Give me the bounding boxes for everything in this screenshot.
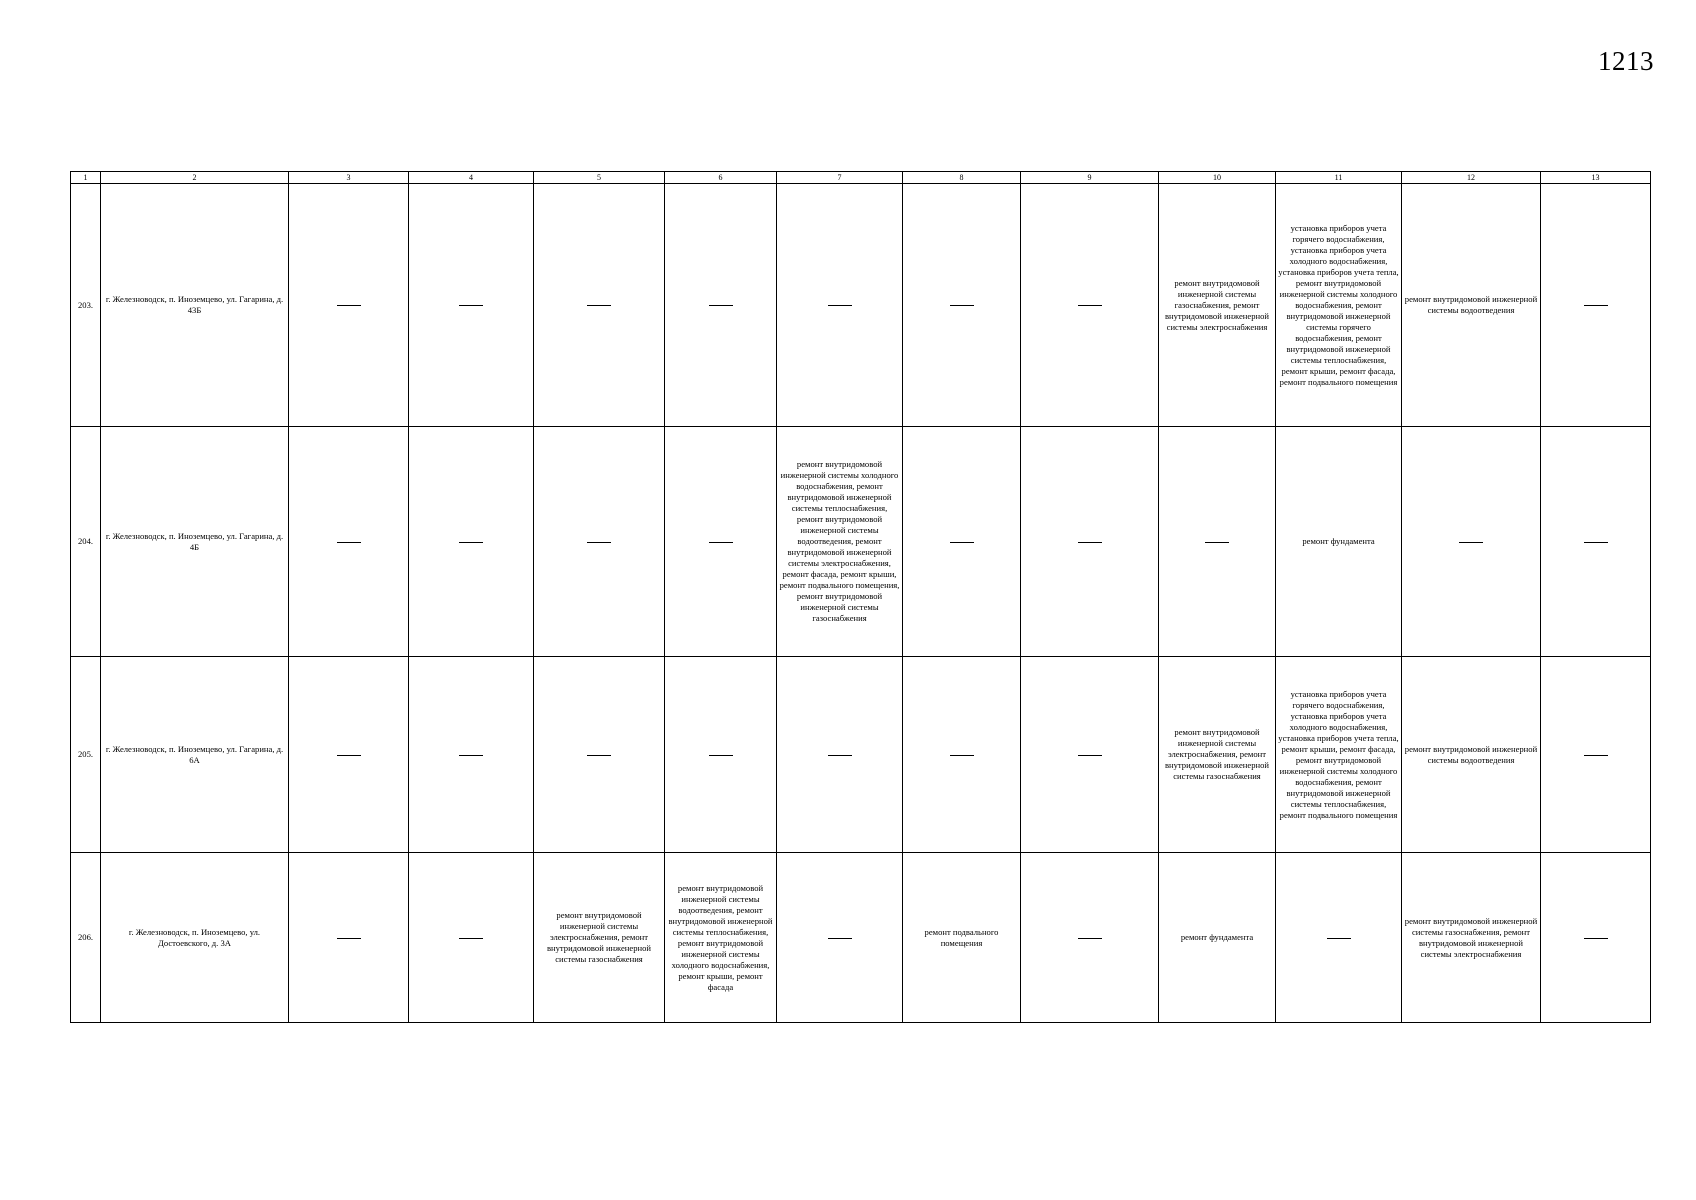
dash-mark	[337, 542, 361, 543]
column-number-row	[71, 172, 1651, 184]
empty-cell-dash	[665, 184, 777, 427]
dash-mark	[828, 305, 852, 306]
dash-mark	[1078, 305, 1102, 306]
dash-mark	[1078, 755, 1102, 756]
row-number: 204.	[71, 427, 101, 657]
work-description-cell: ремонт внутридомовой инженерной системы электроснабжения, ремонт внутридомовой инженерной системы газоснабжения	[1159, 657, 1276, 853]
empty-cell-dash	[1541, 427, 1651, 657]
work-description-cell: ремонт фундамента	[1159, 853, 1276, 1023]
row-number: 206.	[71, 853, 101, 1023]
dash-mark	[1078, 938, 1102, 939]
empty-cell-dash	[289, 657, 409, 853]
dash-mark	[709, 305, 733, 306]
row-address: г. Железноводск, п. Иноземцево, ул. Гагарина, д. 4Б	[101, 427, 289, 657]
empty-cell-dash	[1021, 184, 1159, 427]
empty-cell-dash	[777, 657, 903, 853]
work-description-cell: ремонт внутридомовой инженерной системы газоснабжения, ремонт внутридомовой инженерной системы электроснабжения	[1402, 853, 1541, 1023]
dash-mark	[587, 542, 611, 543]
dash-mark	[1584, 305, 1608, 306]
empty-cell-dash	[1021, 427, 1159, 657]
column-header-6: 6	[665, 172, 777, 184]
column-header-2: 2	[101, 172, 289, 184]
dash-mark	[587, 755, 611, 756]
row-number: 203.	[71, 184, 101, 427]
work-description-cell: ремонт внутридомовой инженерной системы водоотведения	[1402, 184, 1541, 427]
empty-cell-dash	[903, 427, 1021, 657]
empty-cell-dash	[1276, 853, 1402, 1023]
empty-cell-dash	[1402, 427, 1541, 657]
table-row	[71, 657, 1651, 853]
dash-mark	[337, 305, 361, 306]
work-description-cell: установка приборов учета горячего водоснабжения, установка приборов учета холодного водоснабжения, установка приборов учета тепла, ремонт крыши, ремонт фасада, ремонт внутридомовой инженерной системы холодного водоснабжения, ремонт внутридомовой инженерной системы теплоснабжения, ремонт подвального помещения	[1276, 657, 1402, 853]
empty-cell-dash	[1541, 657, 1651, 853]
column-header-13: 13	[1541, 172, 1651, 184]
empty-cell-dash	[777, 184, 903, 427]
row-address: г. Железноводск, п. Иноземцево, ул. Гагарина, д. 6А	[101, 657, 289, 853]
dash-mark	[709, 755, 733, 756]
dash-mark	[337, 755, 361, 756]
work-description-cell: ремонт внутридомовой инженерной системы водоотведения, ремонт внутридомовой инженерной системы теплоснабжения, ремонт внутридомовой инженерной системы холодного водоснабжения, ремонт крыши, ремонт фасада	[665, 853, 777, 1023]
table-row	[71, 427, 1651, 657]
empty-cell-dash	[1021, 853, 1159, 1023]
row-address: г. Железноводск, п. Иноземцево, ул. Гагарина, д. 43Б	[101, 184, 289, 427]
work-description-cell: ремонт фундамента	[1276, 427, 1402, 657]
dash-mark	[1205, 542, 1229, 543]
dash-mark	[459, 542, 483, 543]
page-number: 1213	[1598, 46, 1654, 76]
dash-mark	[337, 938, 361, 939]
column-header-12: 12	[1402, 172, 1541, 184]
empty-cell-dash	[534, 657, 665, 853]
empty-cell-dash	[903, 657, 1021, 853]
column-header-5: 5	[534, 172, 665, 184]
dash-mark	[459, 938, 483, 939]
dash-mark	[587, 305, 611, 306]
empty-cell-dash	[534, 427, 665, 657]
column-header-11: 11	[1276, 172, 1402, 184]
dash-mark	[828, 755, 852, 756]
empty-cell-dash	[289, 427, 409, 657]
column-header-8: 8	[903, 172, 1021, 184]
dash-mark	[1584, 755, 1608, 756]
empty-cell-dash	[289, 184, 409, 427]
work-description-cell: ремонт внутридомовой инженерной системы газоснабжения, ремонт внутридомовой инженерной системы электроснабжения	[1159, 184, 1276, 427]
empty-cell-dash	[903, 184, 1021, 427]
dash-mark	[1327, 938, 1351, 939]
dash-mark	[950, 542, 974, 543]
empty-cell-dash	[1541, 184, 1651, 427]
empty-cell-dash	[409, 427, 534, 657]
dash-mark	[1584, 938, 1608, 939]
dash-mark	[828, 938, 852, 939]
empty-cell-dash	[534, 184, 665, 427]
work-description-cell: ремонт внутридомовой инженерной системы холодного водоснабжения, ремонт внутридомовой инженерной системы теплоснабжения, ремонт внутридомовой инженерной системы водоотведения, ремонт внутридомовой инженерной системы электроснабжения, ремонт фасада, ремонт крыши, ремонт подвального помещения, ремонт внутридомовой инженерной системы газоснабжения	[777, 427, 903, 657]
dash-mark	[459, 305, 483, 306]
dash-mark	[1078, 542, 1102, 543]
column-header-7: 7	[777, 172, 903, 184]
column-header-4: 4	[409, 172, 534, 184]
dash-mark	[950, 305, 974, 306]
work-description-cell: ремонт внутридомовой инженерной системы водоотведения	[1402, 657, 1541, 853]
empty-cell-dash	[1541, 853, 1651, 1023]
work-description-cell: ремонт подвального помещения	[903, 853, 1021, 1023]
repair-schedule-table	[70, 171, 1651, 1023]
empty-cell-dash	[1021, 657, 1159, 853]
column-header-3: 3	[289, 172, 409, 184]
dash-mark	[1459, 542, 1483, 543]
dash-mark	[1584, 542, 1608, 543]
work-description-cell: установка приборов учета горячего водоснабжения, установка приборов учета холодного водоснабжения, установка приборов учета тепла, ремонт внутридомовой инженерной системы холодного водоснабжения, ремонт внутридомовой инженерной системы горячего водоснабжения, ремонт внутридомовой инженерной системы теплоснабжения, ремонт крыши, ремонт фасада, ремонт подвального помещения	[1276, 184, 1402, 427]
dash-mark	[950, 755, 974, 756]
work-description-cell: ремонт внутридомовой инженерной системы электроснабжения, ремонт внутридомовой инженерной системы газоснабжения	[534, 853, 665, 1023]
empty-cell-dash	[1159, 427, 1276, 657]
empty-cell-dash	[409, 657, 534, 853]
dash-mark	[709, 542, 733, 543]
empty-cell-dash	[409, 184, 534, 427]
empty-cell-dash	[665, 657, 777, 853]
table-row	[71, 853, 1651, 1023]
column-header-9: 9	[1021, 172, 1159, 184]
column-header-10: 10	[1159, 172, 1276, 184]
empty-cell-dash	[665, 427, 777, 657]
column-header-1: 1	[71, 172, 101, 184]
empty-cell-dash	[777, 853, 903, 1023]
row-address: г. Железноводск, п. Иноземцево, ул. Достоевского, д. 3А	[101, 853, 289, 1023]
dash-mark	[459, 755, 483, 756]
row-number: 205.	[71, 657, 101, 853]
table-row	[71, 184, 1651, 427]
empty-cell-dash	[409, 853, 534, 1023]
empty-cell-dash	[289, 853, 409, 1023]
